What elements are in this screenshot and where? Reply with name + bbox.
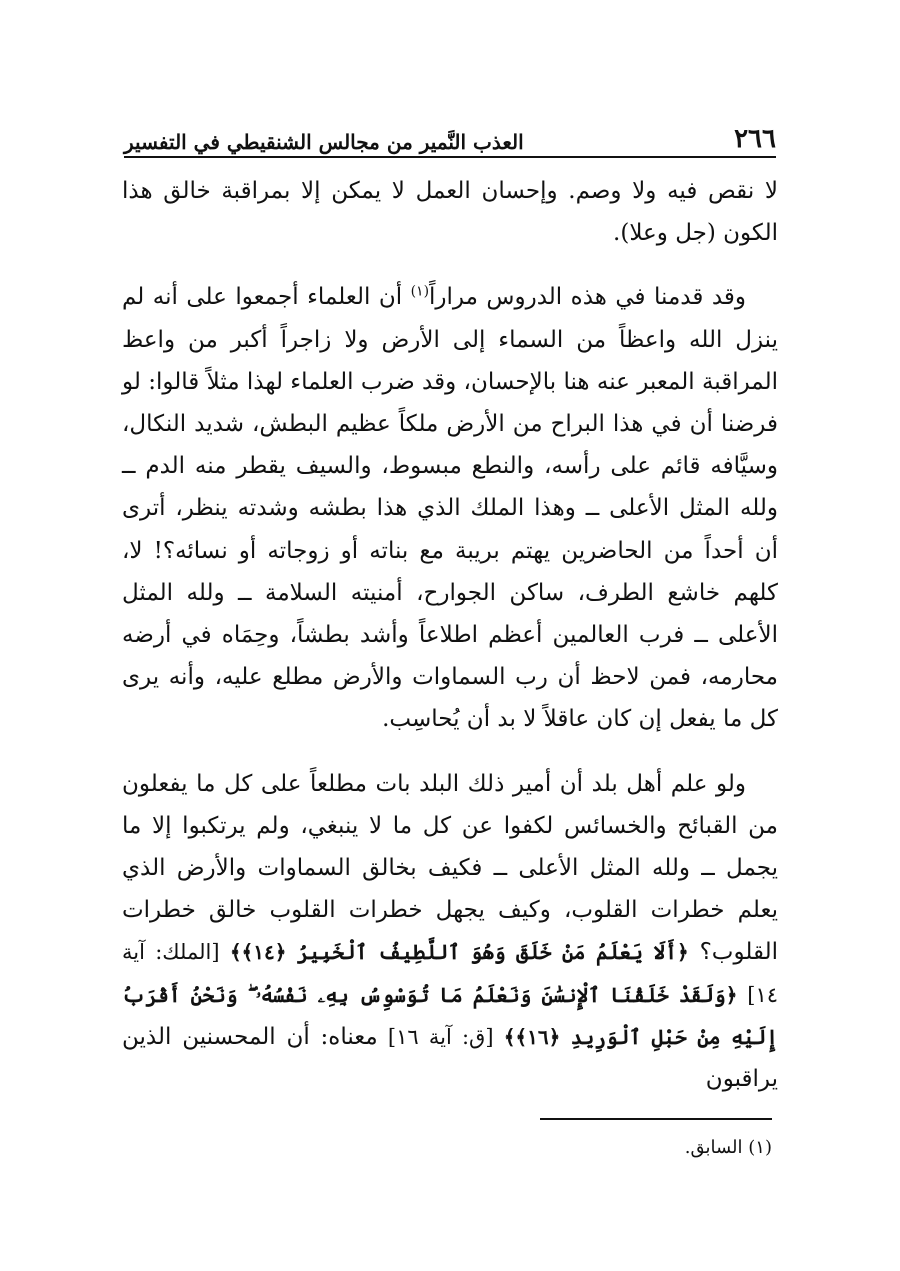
footnote-1 (685, 1136, 772, 1160)
running-header (124, 112, 776, 158)
verse-reference-qaf: [ق: آية ١٦] (377, 1024, 504, 1049)
paragraph-3 (122, 763, 778, 1101)
paragraph-3-intro: ولو علم أهل بلد أن أمير ذلك البلد بات مطلعاً على كل ما يفعلون من القبائح والخسائس لكفوا عن كل ما لا ينبغي، ولم يرتكبوا إلا ما يجمل ــ ولله المثل الأعلى ــ فكيف بخالق السماوات والأرض الذي يعلم خطرات القلوب، وكيف يجهل خطرات القلوب خالق خطرات القلوب؟ (122, 770, 778, 966)
quran-verse-qaf-16: ﴿وَلَقَدْ خَلَقْنَا ٱلْإِنسَٰنَ وَنَعْلَمُ مَا تُوَسْوِسُ بِهِۦ نَفْسُهُۥ ۖ وَنَحْنُ أَقْرَبُ إِلَيْهِ مِنْ حَبْلِ ٱلْوَرِيدِ ﴿١٦﴾﴾ (122, 982, 778, 1049)
footnote-1-text: السابق. (684, 1137, 743, 1158)
main-text (122, 170, 778, 1100)
footnote-reference-1[interactable]: (١) (410, 283, 430, 300)
footnote-1-mark: (١) (748, 1137, 772, 1158)
verse-reference-al-mulk: [الملك: آية ١٤] (122, 940, 778, 1007)
footnote-separator (540, 1118, 772, 1120)
paragraph-2-text-b: أن العلماء أجمعوا على أنه لم ينزل الله واعظاً من السماء إلى الأرض ولا زاجراً أكبر من واعظ المراقبة المعبر عنه هنا بالإحسان، وقد ضرب العلماء لهذا مثلاً قالوا: لو فرضنا أن في هذا البراح من الأرض ملكاً عظيم البطش، شديد النكال، وسيَّافه قائم على رأسه، والنطع مبسوط، والسيف يقطر منه الدم ــ ولله المثل الأعلى ــ وهذا الملك الذي هذا بطشه وشدته ينظر، أترى أن أحداً من الحاضرين يهتم بريبة مع بناته أو زوجاته أو نسائه؟! لا، كلهم خاشع الطرف، ساكن الجوارح، أمنيته السلامة ــ ولله المثل الأعلى ــ فرب العالمين أعظم اطلاعاً وأشد بطشاً، وحِمَاه في أرضه محارمه، فمن لاحظ أن رب السماوات والأرض مطلع عليه، وأنه يرى كل ما يفعل إن كان عاقلاً لا بد أن يُحاسِب. (122, 284, 778, 733)
paragraph-2-text-a: وقد قدمنا في هذه الدروس مراراً (429, 284, 747, 311)
paragraph-3-outro: معناه: أن المحسنين الذين يراقبون (122, 1023, 778, 1093)
paragraph-2 (122, 276, 778, 740)
page-number: ٢٦٦ (734, 124, 776, 154)
paragraph-1: لا نقص فيه ولا وصم. وإحسان العمل لا يمكن إلا بمراقبة خالق هذا الكون (جل وعلا). (122, 178, 778, 247)
quran-verse-al-mulk-14: ﴿أَلَا يَعْلَمُ مَنْ خَلَقَ وَهُوَ ٱللَّطِيفُ ٱلْخَبِيرُ ﴿١٤﴾﴾ (229, 940, 689, 965)
book-title: العذب النَّمير من مجالس الشنقيطي في التفسير (124, 130, 524, 154)
